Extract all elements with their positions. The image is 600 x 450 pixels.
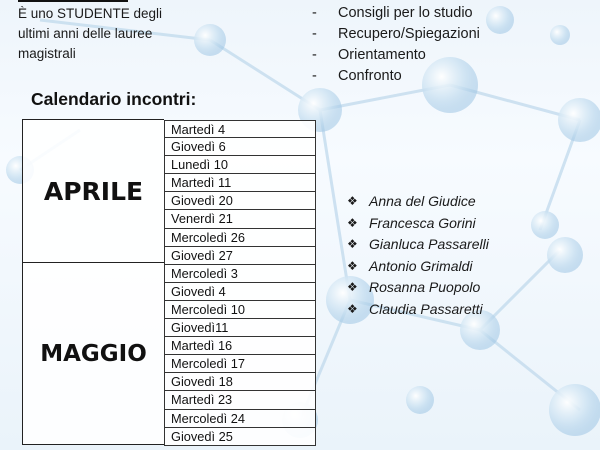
date-row: Giovedì 25 <box>164 428 316 446</box>
date-row: Giovedì 18 <box>164 373 316 391</box>
diamond-star-bullet-icon: ❖ <box>347 258 358 273</box>
tutor-item <box>347 191 489 213</box>
date-row: Giovedì 4 <box>164 283 316 301</box>
date-row: Giovedì 20 <box>164 192 316 210</box>
diamond-star-bullet-icon: ❖ <box>347 280 358 294</box>
services-item-label: Recupero/Spiegazioni <box>338 26 480 42</box>
tutor-item <box>347 256 489 278</box>
date-row: Mercoledì 10 <box>164 301 316 319</box>
diamond-star-bullet-icon: ❖ <box>347 215 358 230</box>
date-row: Martedì 4 <box>164 120 316 138</box>
date-row: Mercoledì 24 <box>164 410 316 428</box>
intro-line: È uno STUDENTE degli <box>18 6 163 21</box>
tutor-item <box>347 234 489 256</box>
services-item <box>312 24 480 45</box>
intro-line: ultimi anni delle lauree <box>18 26 153 41</box>
header-underline <box>18 0 128 2</box>
tutor-name: Francesca Gorini <box>369 214 476 231</box>
month-label-maggio: MAGGIO <box>22 263 164 445</box>
tutor-name: Claudia Passaretti <box>369 300 483 317</box>
date-row: Mercoledì 17 <box>164 355 316 373</box>
services-item <box>312 45 480 66</box>
services-item <box>312 66 480 87</box>
services-list <box>312 3 480 87</box>
tutor-name: Gianluca Passarelli <box>369 236 489 252</box>
date-row: Martedì 16 <box>164 337 316 355</box>
tutor-item <box>347 213 489 235</box>
diamond-star-bullet-icon: ❖ <box>347 237 358 251</box>
month-label-aprile: APRILE <box>22 119 164 263</box>
date-row: Martedì 11 <box>164 174 316 192</box>
date-row: Giovedì 27 <box>164 247 316 265</box>
date-row: Martedì 23 <box>164 391 316 409</box>
dash-bullet: - <box>312 26 317 42</box>
services-item-label: Orientamento <box>338 47 426 63</box>
calendar-title: Calendario incontri: <box>31 89 197 109</box>
intro-text <box>18 4 218 64</box>
services-item-label: Confronto <box>338 68 402 84</box>
date-row: Giovedì11 <box>164 319 316 337</box>
date-row: Giovedì 6 <box>164 138 316 156</box>
intro-line: magistrali <box>18 46 76 61</box>
date-row: Venerdì 21 <box>164 210 316 228</box>
dash-bullet: - <box>312 5 317 21</box>
tutor-item <box>347 299 489 321</box>
services-item-label: Consigli per lo studio <box>338 5 473 21</box>
date-row: Lunedì 10 <box>164 156 316 174</box>
date-row: Mercoledì 3 <box>164 265 316 283</box>
dash-bullet: - <box>312 68 317 84</box>
tutor-name: Anna del Giudice <box>369 193 476 209</box>
tutor-name: Rosanna Puopolo <box>369 279 481 295</box>
tutor-item <box>347 277 489 299</box>
services-item <box>312 3 480 24</box>
diamond-star-bullet-icon: ❖ <box>347 194 358 208</box>
calendar-dates-table <box>164 120 316 446</box>
dash-bullet: - <box>312 47 317 63</box>
date-row: Mercoledì 26 <box>164 229 316 247</box>
tutors-list <box>347 191 489 320</box>
diamond-star-bullet-icon: ❖ <box>347 301 358 316</box>
tutor-name: Antonio Grimaldi <box>369 257 473 274</box>
